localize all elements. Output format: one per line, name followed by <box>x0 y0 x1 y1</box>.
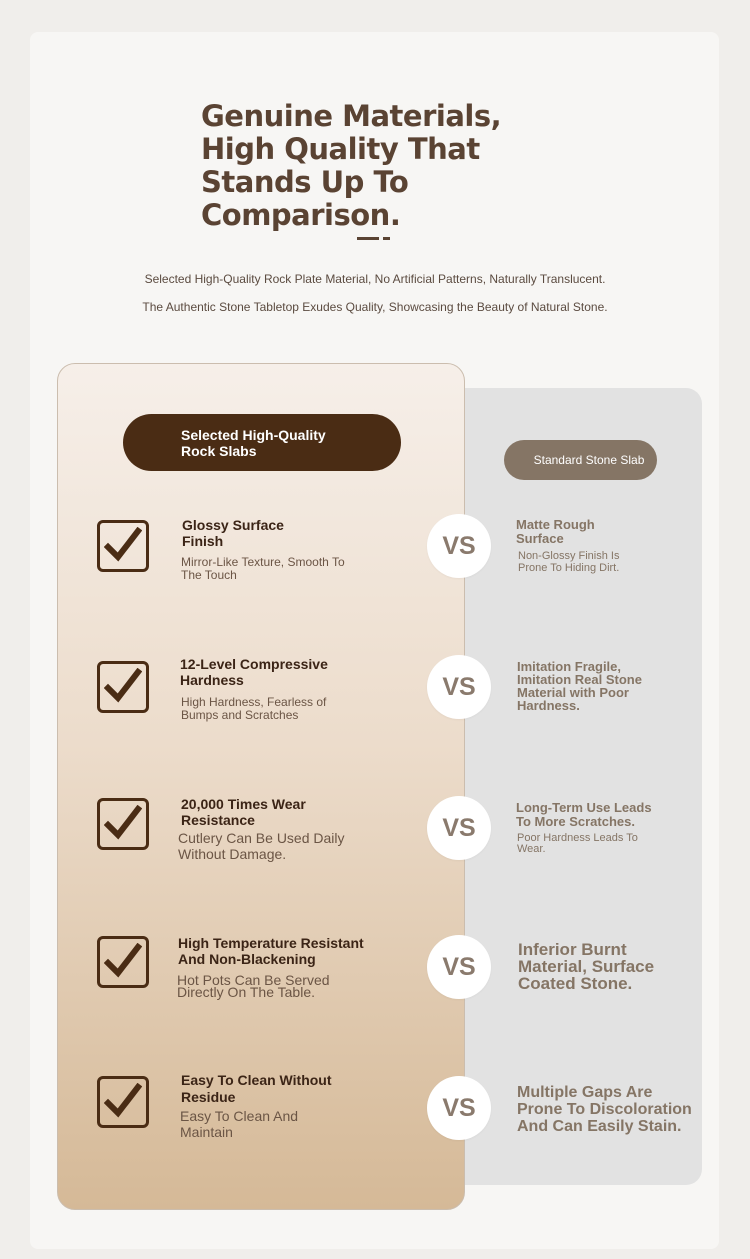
checkmark-box-icon <box>97 661 149 713</box>
vs-badge: VS <box>427 655 491 719</box>
feature-title: High Temperature Resistant And Non-Blackening <box>178 935 364 967</box>
feature-title: 12-Level Compressive Hardness <box>180 656 328 688</box>
standard-title: Imitation Fragile, Imitation Real Stone Material with Poor Hardness. <box>517 659 642 713</box>
feature-title: Easy To Clean Without Residue <box>181 1072 332 1105</box>
feature-description: Hot Pots Can Be Served Directly On The Table. <box>177 972 330 1000</box>
feature-description: Easy To Clean And Maintain <box>180 1108 299 1140</box>
standard-slab-panel <box>436 388 702 1185</box>
premium-slab-label <box>123 414 401 471</box>
page-title: Genuine Materials, High Quality That Stands Up To Comparison. <box>201 99 502 232</box>
title-divider-dot <box>383 237 390 240</box>
premium-slab-label-text: Selected High-Quality Rock Slabs <box>181 427 326 459</box>
title-divider <box>357 237 379 240</box>
standard-description: Poor Hardness Leads To Wear. <box>517 832 638 855</box>
vs-badge: VS <box>427 796 491 860</box>
standard-title: Long-Term Use Leads To More Scratches. <box>516 800 652 829</box>
feature-title: Glossy Surface Finish <box>182 517 284 549</box>
standard-title: Matte Rough Surface <box>516 517 595 546</box>
subtitle-line-1: Selected High-Quality Rock Plate Material, No Artificial Patterns, Naturally Translucent. <box>144 272 606 286</box>
feature-description: High Hardness, Fearless of Bumps and Scratches <box>181 695 327 722</box>
vs-badge: VS <box>427 514 491 578</box>
checkmark-box-icon <box>97 520 149 572</box>
vs-badge: VS <box>427 1076 491 1140</box>
feature-description: Cutlery Can Be Used Daily Without Damage. <box>178 830 345 862</box>
vs-badge: VS <box>427 935 491 999</box>
feature-title: 20,000 Times Wear Resistance <box>181 796 306 828</box>
subtitle-line-2: The Authentic Stone Tabletop Exudes Quality, Showcasing the Beauty of Natural Stone. <box>142 300 608 314</box>
standard-title: Inferior Burnt Material, Surface Coated Stone. <box>518 940 655 993</box>
standard-description: Non-Glossy Finish Is Prone To Hiding Dirt. <box>518 550 620 574</box>
checkmark-box-icon <box>97 798 149 850</box>
checkmark-box-icon <box>97 1076 149 1128</box>
checkmark-box-icon <box>97 936 149 988</box>
feature-description: Mirror-Like Texture, Smooth To The Touch <box>181 555 345 582</box>
standard-slab-label: Standard Stone Slab <box>504 440 657 480</box>
standard-title: Multiple Gaps Are Prone To Discoloration And Can Easily Stain. <box>517 1084 692 1135</box>
